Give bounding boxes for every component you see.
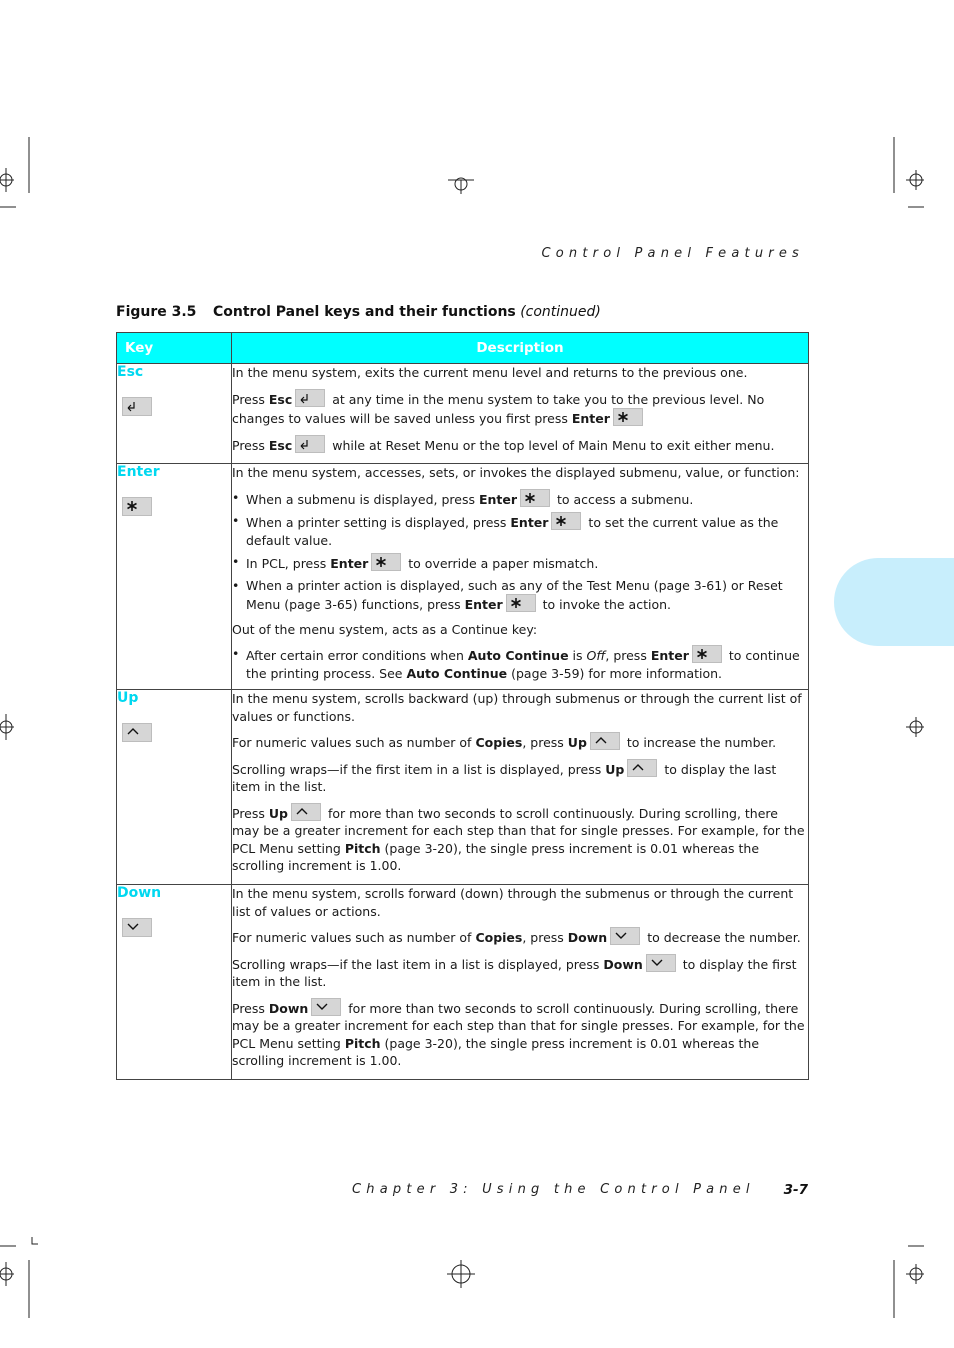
- paragraph: In the menu system, scrolls backward (up) through submenus or through the current list of values or functions.: [232, 691, 802, 724]
- chevron-down-icon: [610, 927, 640, 945]
- description-column-header: Description: [232, 333, 809, 364]
- paragraph: For numeric values such as number of Copies, press Down to decrease the number.: [232, 927, 808, 947]
- page-number: 3-7: [783, 1182, 808, 1198]
- asterisk-icon: [692, 645, 722, 663]
- figure-number: Figure 3.5: [116, 304, 197, 320]
- key-name-esc: Esc: [117, 364, 144, 380]
- list-item: • When a printer action is displayed, such as any of the Test Menu (page 3-61) or Reset Menu (page 3-65) functions, press Enter to invoke the action.: [232, 577, 808, 614]
- paragraph: In the menu system, accesses, sets, or invokes the displayed submenu, value, or function:: [232, 465, 800, 480]
- asterisk-icon: [506, 594, 536, 612]
- asterisk-icon: [520, 489, 550, 507]
- asterisk-icon: [613, 408, 643, 426]
- paragraph: In the menu system, exits the current menu level and returns to the previous one.: [232, 365, 748, 380]
- paragraph: Press Esc while at Reset Menu or the top level of Main Menu to exit either menu.: [232, 435, 808, 455]
- list-item: • When a submenu is displayed, press Enter to access a submenu.: [232, 489, 808, 509]
- paragraph: Press Up for more than two seconds to scroll continuously. During scrolling, there may be a greater increment for each step than that for single presses. For example, for the PCL Menu setting Pitch (page 3-20), the single press increment is 0.01 whereas the scrolling increment is 1.00.: [232, 803, 808, 875]
- paragraph: In the menu system, scrolls forward (down) through the submenus or through the current list of values or actions.: [232, 886, 794, 919]
- paragraph: Scrolling wraps—if the last item in a list is displayed, press Down to display the first item in the list.: [232, 954, 808, 991]
- asterisk-icon: [551, 512, 581, 530]
- list-item: • When a printer setting is displayed, press Enter to set the current value as the default value.: [232, 512, 808, 549]
- keys-table: [116, 332, 809, 1080]
- chevron-down-icon: [646, 954, 676, 972]
- bullet-list: [232, 489, 808, 614]
- chevron-down-icon: [122, 918, 152, 937]
- key-name-up: Up: [117, 690, 139, 706]
- table-row: [117, 464, 809, 690]
- paragraph: For numeric values such as number of Copies, press Up to increase the number.: [232, 732, 808, 752]
- key-column-header: Key: [117, 333, 232, 364]
- chevron-up-icon: [590, 732, 620, 750]
- chevron-down-icon: [311, 998, 341, 1016]
- table-row: [117, 364, 809, 464]
- description-cell-enter: [232, 464, 809, 690]
- figure-caption: [116, 304, 601, 320]
- key-cell-enter: [117, 464, 232, 690]
- chapter-tab: [834, 558, 954, 646]
- key-name-enter: Enter: [117, 464, 160, 480]
- bullet-list: [232, 645, 808, 682]
- list-item: • In PCL, press Enter to override a paper mismatch.: [232, 553, 808, 573]
- figure-continued: (continued): [520, 304, 601, 320]
- table-header-row: [117, 333, 809, 364]
- key-cell-down: [117, 885, 232, 1080]
- paragraph: Out of the menu system, acts as a Continue key:: [232, 621, 538, 637]
- paragraph: Press Esc at any time in the menu system to take you to the previous level. No changes to values will be saved unless you first press Enter: [232, 389, 808, 428]
- key-cell-up: [117, 690, 232, 885]
- table-row: [117, 885, 809, 1080]
- paragraph: Scrolling wraps—if the first item in a list is displayed, press Up to display the last item in the list.: [232, 759, 808, 796]
- return-arrow-icon: [295, 435, 325, 453]
- chevron-up-icon: [122, 723, 152, 742]
- chevron-up-icon: [627, 759, 657, 777]
- paragraph: Press Down for more than two seconds to scroll continuously. During scrolling, there may be a greater increment for each step than that for single presses. For example, for the PCL Menu setting Pitch (page 3-20), the single press increment is 0.01 whereas the scrolling increment is 1.00.: [232, 998, 808, 1070]
- description-cell-esc: [232, 364, 809, 464]
- chevron-up-icon: [291, 803, 321, 821]
- list-item: • After certain error conditions when Auto Continue is Off, press Enter to continue the printing process. See Auto Continue (page 3-59) for more information.: [232, 645, 808, 682]
- figure-title: Control Panel keys and their functions: [213, 304, 516, 320]
- description-cell-up: [232, 690, 809, 885]
- running-footer: Chapter 3: Using the Control Panel: [352, 1182, 755, 1197]
- return-arrow-icon: [122, 397, 152, 416]
- asterisk-icon: [371, 553, 401, 571]
- key-name-down: Down: [117, 885, 162, 901]
- asterisk-icon: [122, 497, 152, 516]
- key-cell-esc: [117, 364, 232, 464]
- running-header: Control Panel Features: [541, 246, 804, 261]
- description-cell-down: [232, 885, 809, 1080]
- return-arrow-icon: [295, 389, 325, 407]
- table-row: [117, 690, 809, 885]
